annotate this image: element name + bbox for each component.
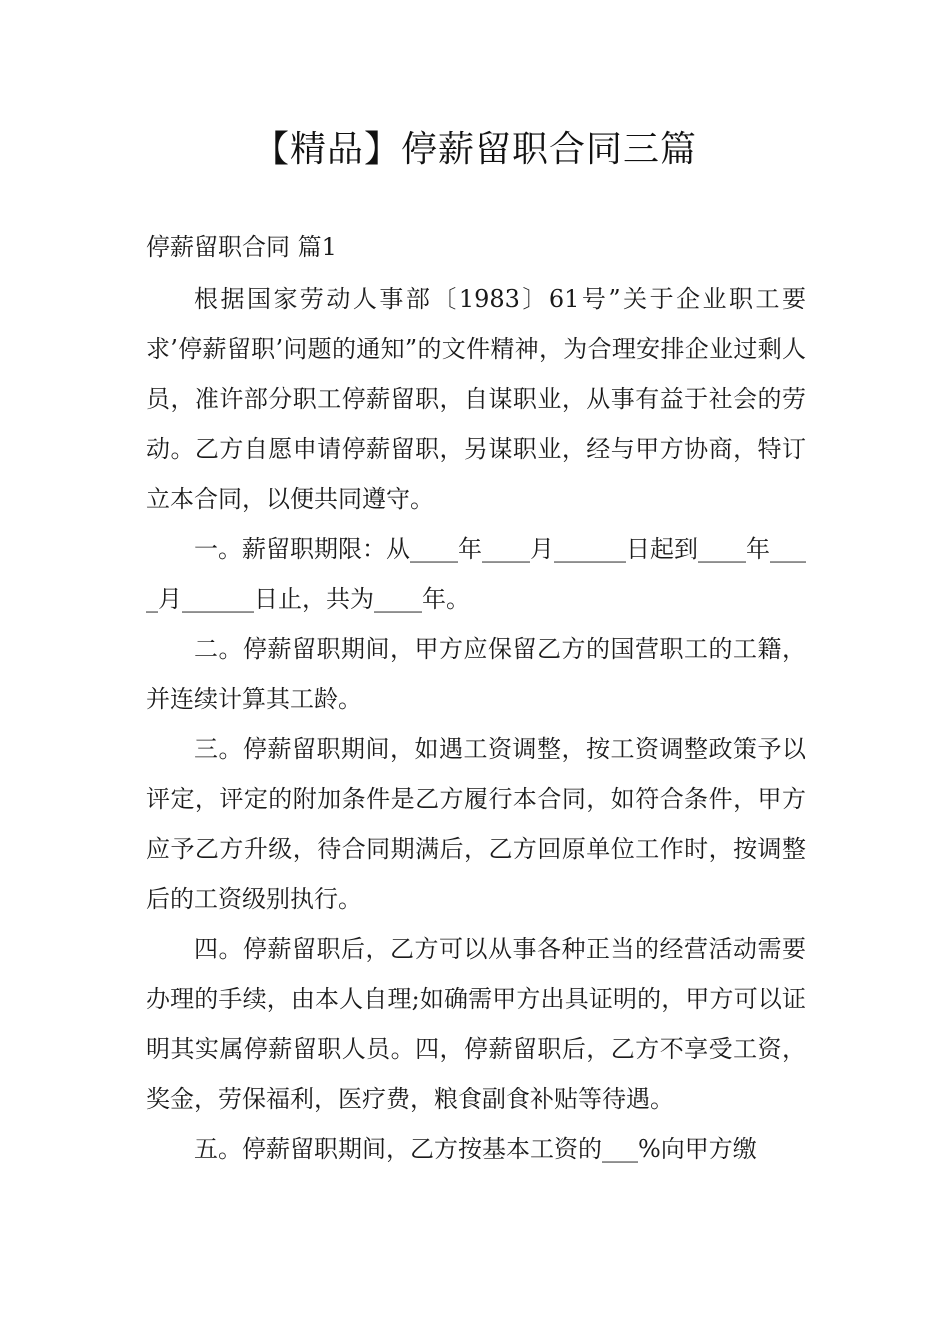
section-heading: 停薪留职合同 篇1 — [146, 233, 337, 261]
paragraph-clause-3: 三。停薪留职期间，如遇工资调整，按工资调整政策予以评定，评定的附加条件是乙方履行本合同，如符合条件，甲方应予乙方升级，待合同期满后，乙方回原单位工作时，按调整后的工资级别执行。 — [146, 735, 806, 913]
paragraph-preamble: 根据国家劳动人事部〔1983〕61号”关于企业职工要求’停薪留职’问题的通知”的文件精神，为合理安排企业过剩人员，准许部分职工停薪留职，自谋职业，从事有益于社会的劳动。乙方自愿申请停薪留职，另谋职业，经与甲方协商，特订立本合同，以便共同遵守。 — [146, 285, 806, 513]
document-title: 【精品】停薪留职合同三篇 — [252, 129, 697, 170]
paragraph-clause-2: 二。停薪留职期间，甲方应保留乙方的国营职工的工籍，并连续计算其工龄。 — [146, 635, 806, 713]
paragraph-clause-1: 一。薪留职期限：从____年____月______日起到____年____月______日止，共为____年。 — [146, 535, 806, 613]
paragraph-clause-4: 四。停薪留职后，乙方可以从事各种正当的经营活动需要办理的手续，由本人自理;如确需甲方出具证明的，甲方可以证明其实属停薪留职人员。四，停薪留职后，乙方不享受工资，奖金，劳保福利，医疗费，粮食副食补贴等待遇。 — [146, 935, 806, 1113]
document-body — [146, 222, 806, 1174]
paragraph-clause-5: 五。停薪留职期间，乙方按基本工资的___%向甲方缴 — [194, 1135, 757, 1163]
